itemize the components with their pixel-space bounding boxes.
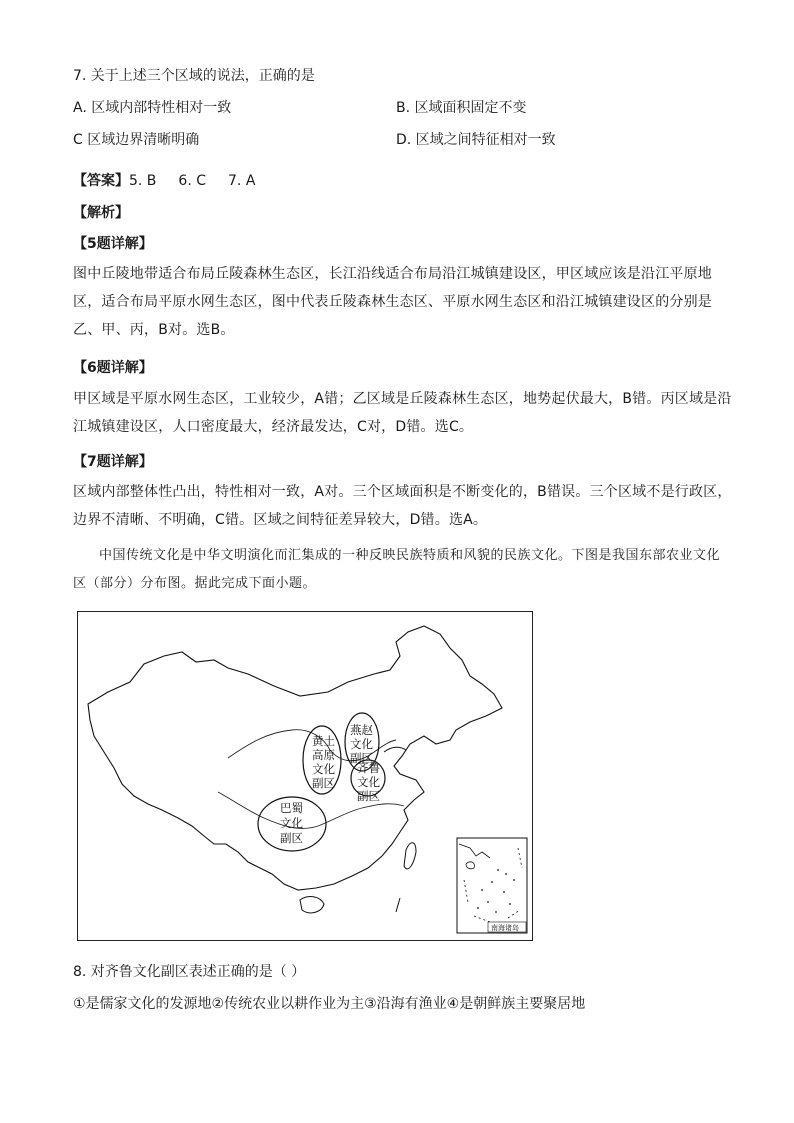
answer-item-7: 7. A (228, 173, 256, 189)
bashu-label-1: 巴蜀 (280, 801, 303, 815)
huangtu-label-3: 文化 (312, 762, 335, 776)
huangtu-label-1: 黄土 (312, 734, 335, 748)
qilu-label-1: 齐鲁 (357, 761, 380, 775)
q7-option-c: C 区域边界清晰明确 (73, 132, 200, 148)
yanzhao-label-1: 燕赵 (350, 723, 373, 737)
map-svg (78, 612, 534, 942)
answer-item-5: 5. B (129, 173, 157, 189)
yanzhao-label-3: 副区 (350, 751, 373, 765)
q7-option-d: D. 区域之间特征相对一致 (396, 132, 556, 148)
east-islands (396, 898, 400, 912)
q7-detail-text: 区域内部整体性凸出，特性相对一致，A对。三个区域面积是不断变化的，B错误。三个区域不是行政区，边界不清晰、不明确，C错。区域之间特征差异较大，D错。选A。 (73, 484, 732, 528)
q6-detail-title: 【6题详解】 (73, 360, 153, 376)
q5-detail-title: 【5题详解】 (73, 236, 153, 252)
answer-item-6: 6. C (178, 173, 207, 189)
china-culture-map (77, 611, 533, 941)
hainan-island (300, 897, 324, 913)
shandong-peninsula (384, 747, 406, 752)
yanzhao-label-2: 文化 (350, 737, 373, 751)
bashu-label-3: 副区 (280, 831, 303, 845)
answer-line (73, 171, 277, 191)
q7-stem: 7. 关于上述三个区域的说法，正确的是 (73, 68, 315, 84)
analysis-label: 【解析】 (73, 205, 129, 221)
map-intro: 中国传统文化是中华文明演化而汇集成的一种反映民族特质和风貌的民族文化。下图是我国东部农业文化区（部分）分布图。据此完成下面小题。 (73, 548, 721, 591)
q5-detail-text: 图中丘陵地带适合布局丘陵森林生态区，长江沿线适合布局沿江城镇建设区，甲区域应该是沿江平原地区，适合布局平原水网生态区，图中代表丘陵森林生态区、平原水网生态区和沿江城镇建设区的分别是乙、甲、丙，B对。选B。 (73, 266, 712, 338)
qilu-label-2: 文化 (357, 775, 380, 789)
inset-label: 南海诸岛 (491, 924, 519, 932)
q7-detail-title: 【7题详解】 (73, 454, 153, 470)
huangtu-label-4: 副区 (312, 776, 335, 790)
q6-detail-text: 甲区域是平原水网生态区，工业较少，A错；乙区域是丘陵森林生态区，地势起伏最大，B错。丙区域是沿江城镇建设区，人口密度最大，经济最发达，C对，D错。选C。 (73, 391, 732, 435)
south-sea-inset (457, 838, 527, 933)
qilu-label-3: 副区 (357, 789, 380, 803)
bashu-label-2: 文化 (280, 816, 303, 830)
q8-stem: 8. 对齐鲁文化副区表述正确的是（ ） (73, 964, 306, 980)
q8-statements: ①是儒家文化的发源地②传统农业以耕作业为主③沿海有渔业④是朝鲜族主要聚居地 (73, 996, 586, 1012)
q7-option-b: B. 区域面积固定不变 (396, 100, 527, 116)
taiwan-island (404, 843, 416, 869)
huangtu-label-2: 高原 (312, 748, 335, 762)
answer-label: 【答案】 (73, 173, 129, 189)
q7-option-a: A. 区域内部特性相对一致 (73, 100, 232, 116)
